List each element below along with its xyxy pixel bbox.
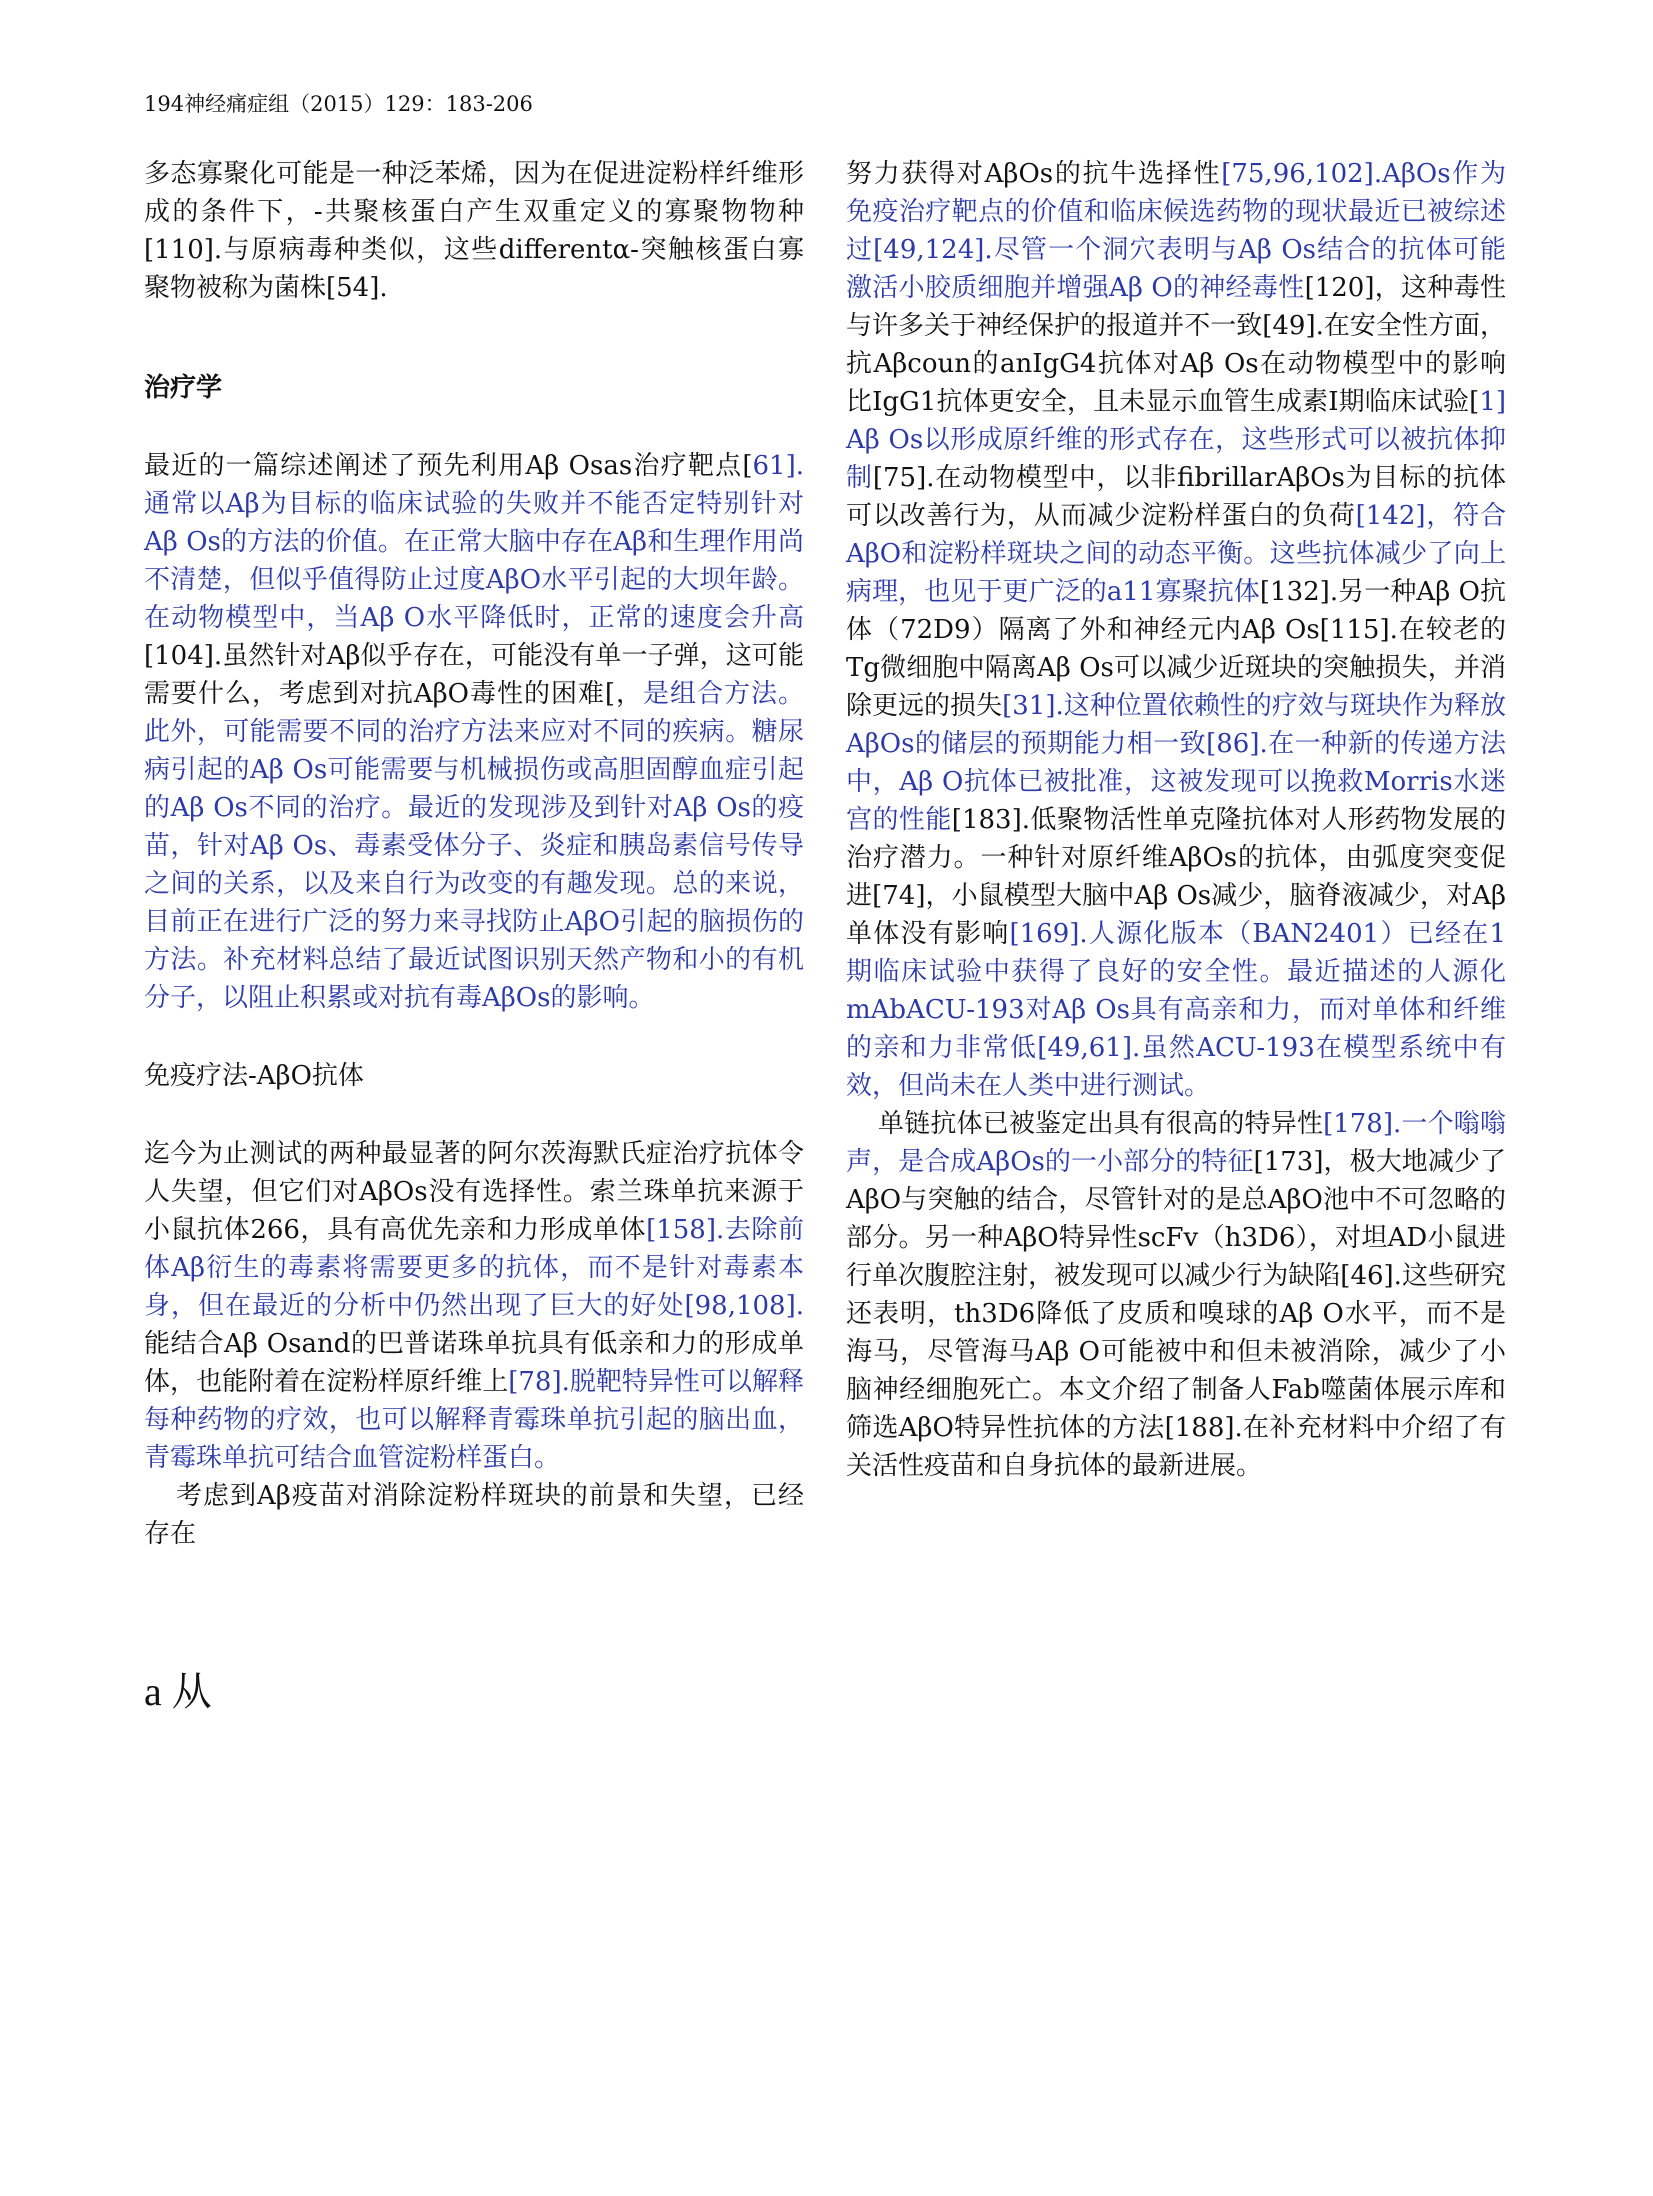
paragraph bbox=[846, 155, 1506, 1105]
text-run: [75].在动物模型中，以非fibrillarAβOs为目标的抗体可以改善行为，从而减少淀粉样蛋白的负荷 bbox=[846, 463, 1506, 531]
citation-link-text[interactable]: 1] Aβ Os以形成原纤维的形式存在，这些形式可以被抗体抑制 bbox=[846, 387, 1506, 493]
text-run: [132].另一种Aβ O抗体（72D9）隔离了外和神经元内Aβ Os[115].在较老的Tg微细胞中隔离Aβ Os可以减少近斑块的突触损失，并消除更远的损失 bbox=[846, 577, 1506, 721]
text-run: 最近的一篇综述阐述了预先利用Aβ Osas治疗靶点[ bbox=[144, 451, 753, 481]
subsection-heading: 免疫疗法-AβO抗体 bbox=[144, 1061, 364, 1091]
section-heading: 治疗学 bbox=[144, 373, 223, 403]
citation-link-text[interactable]: [178].一个嗡嗡声，是合成AβOs的一小部分的特征 bbox=[846, 1109, 1506, 1177]
citation-link-text[interactable]: 61].通常以Aβ为目标的临床试验的失败并不能否定特别针对Aβ Os的方法的价值。在正常大脑中存在Aβ和生理作用尚不清楚，但似乎值得防止过度AβO水平引起的大坝年龄。在动物模型中，当Aβ O水平降低时，正常的速度会升高 bbox=[144, 451, 804, 633]
figure-fragment-label: a 从 bbox=[144, 1669, 212, 1714]
paragraph: 多态寡聚化可能是一种泛苯烯，因为在促进淀粉样纤维形成的条件下，-共聚核蛋白产生双重定义的寡聚物物种[110].与原病毒种类似，这些differentα-突触核蛋白寡聚物被称为菌株[54]. bbox=[144, 159, 804, 303]
text-run: 能结合Aβ Osand的巴普诺珠单抗具有低亲和力的形成单体，也能附着在淀粉样原纤维上 bbox=[144, 1329, 804, 1397]
left-column bbox=[144, 155, 804, 1553]
citation-link-text[interactable]: [158].去除前体Aβ衍生的毒素将需要更多的抗体，而不是针对毒素本身，但在最近的分析中仍然出现了巨大的好处[98,108]. bbox=[144, 1215, 804, 1321]
citation-link-text[interactable]: [142]，符合AβO和淀粉样斑块之间的动态平衡。这些抗体减少了向上病理，也见于更广泛的a11寡聚抗体 bbox=[846, 501, 1506, 607]
text-run: 努力获得对AβOs的抗牛选择性 bbox=[846, 159, 1222, 189]
text-run: 单链抗体已被鉴定出具有很高的特异性 bbox=[878, 1109, 1324, 1139]
right-column bbox=[846, 155, 1506, 1485]
citation-link-text[interactable]: 是组合方法。此外，可能需要不同的治疗方法来应对不同的疾病。糖尿病引起的Aβ Os可能需要与机械损伤或高胆固醇血症引起的Aβ Os不同的治疗。最近的发现涉及到针对Aβ Os的疫苗，针对Aβ Os、毒素受体分子、炎症和胰岛素信号传导之间的关系，以及来自行为改变的有趣发现。总的来说，目前正在进行广泛的努力来寻找防止AβO引起的脑损伤的方法。补充材料总结了最近试图识别天然产物和小的有机分子，以阻止积累或对抗有毒AβOs的影响。 bbox=[144, 679, 804, 1013]
citation-link-text[interactable]: [49,61].虽然ACU-193在模型系统中有效，但尚未在人类中进行测试。 bbox=[846, 1033, 1506, 1101]
citation-link-text[interactable]: [31].这种位置依赖性的疗效与斑块作为释放AβOs的储层的预期能力相一致[86].在一种新的传递方法中，Aβ O抗体已被批准，这被发现可以挽救Morris水迷宫的性能 bbox=[846, 691, 1506, 835]
paragraph bbox=[144, 447, 804, 1017]
text-run: [173]，极大地减少了AβO与突触的结合，尽管针对的是总AβO池中不可忽略的部分。另一种AβO特异性scFv（h3D6），对坦AD小鼠进行单次腹腔注射，被发现可以减少行为缺陷[46].这些研究还表明，th3D6降低了皮质和嗅球的Aβ O水平，而不是海马，尽管海马Aβ O可能被中和但未被消除，减少了小脑神经细胞死亡。本文介绍了制备人Fab噬菌体展示库和筛选AβO特异性抗体的方法[188].在补充材料中介绍了有关活性疫苗和自身抗体的最新进展。 bbox=[846, 1147, 1506, 1481]
running-head: 194神经痛症组（2015）129：183-206 bbox=[144, 92, 533, 116]
paragraph bbox=[846, 1105, 1506, 1485]
text-run: 迄今为止测试的两种最显著的阿尔茨海默氏症治疗抗体令人失望，但它们对AβOs没有选择性。索兰珠单抗来源于小鼠抗体266，具有高优先亲和力形成单体 bbox=[144, 1139, 804, 1245]
paragraph bbox=[144, 1135, 804, 1477]
text-run: [104].虽然针对Aβ似乎存在，可能没有单一子弹，这可能需要什么，考虑到对抗AβO毒性的困难[， bbox=[144, 641, 804, 709]
citation-link-text[interactable]: [169].人源化版本（BAN2401）已经在1期临床试验中获得了良好的安全性。最近描述的人源化mAbACU-193对Aβ Os具有高亲和力，而对单体和纤维的亲和力非常低 bbox=[846, 919, 1506, 1063]
text-run: [120]，这种毒性与许多关于神经保护的报道并不一致[49].在安全性方面，抗Aβcoun的anIgG4抗体对Aβ Os在动物模型中的影响比IgG1抗体更安全，且未显示血管生成素I期临床试验[ bbox=[846, 273, 1506, 417]
text-run: [183].低聚物活性单克隆抗体对人形药物发展的治疗潜力。一种针对原纤维AβOs的抗体，由弧度突变促进[74]，小鼠模型大脑中Aβ Os减少，脑脊液减少，对Aβ单体没有影响 bbox=[846, 805, 1506, 949]
citation-link-text[interactable]: [78].脱靶特异性可以解释每种药物的疗效，也可以解释青霉珠单抗引起的脑出血，青霉珠单抗可结合血管淀粉样蛋白。 bbox=[144, 1367, 804, 1473]
paragraph: 考虑到Aβ疫苗对消除淀粉样斑块的前景和失望，已经存在 bbox=[144, 1481, 804, 1549]
citation-link-text[interactable]: [75,96,102].AβOs作为免疫治疗靶点的价值和临床候选药物的现状最近已被综述过[49,124].尽管一个洞穴表明与Aβ Os结合的抗体可能激活小胶质细胞并增强Aβ O的神经毒性 bbox=[846, 159, 1506, 303]
